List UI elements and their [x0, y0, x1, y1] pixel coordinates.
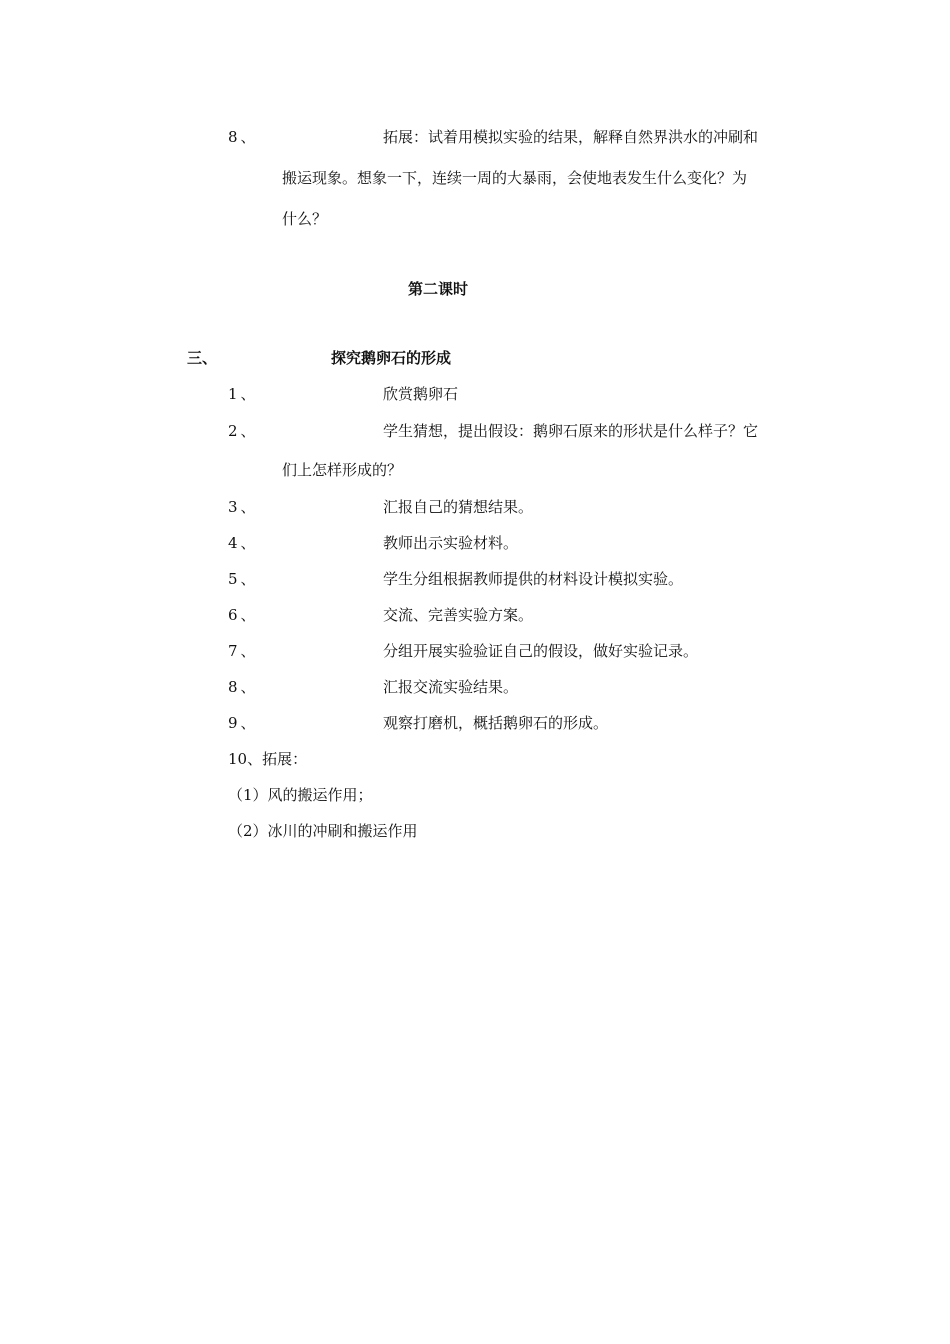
item-number: 3、: [228, 498, 259, 516]
item-text-continued: 搬运现象。想象一下，连续一周的大暴雨，会使地表发生什么变化？为: [282, 169, 748, 187]
item-text: 汇报自己的猜想结果。: [383, 498, 534, 516]
item-number: 1、: [228, 385, 259, 403]
lesson-title: 第二课时: [408, 280, 469, 298]
item-text: 分组开展实验验证自己的假设，做好实验记录。: [383, 642, 699, 660]
item-number: 2、: [228, 422, 259, 440]
item-number: 7、: [228, 642, 259, 660]
sub-item: （2）冰川的冲刷和搬运作用: [228, 822, 418, 840]
item-text: 欣赏鹅卵石: [383, 385, 459, 403]
item-10-extension: 10、拓展：: [228, 750, 308, 768]
item-number: 4、: [228, 534, 259, 552]
item-number: 9、: [228, 714, 259, 732]
item-text: 教师出示实验材料。: [383, 534, 519, 552]
item-number: 6、: [228, 606, 259, 624]
item-text: 交流、完善实验方案。: [383, 606, 534, 624]
item-text: 汇报交流实验结果。: [383, 678, 519, 696]
sub-item: （1）风的搬运作用；: [228, 786, 373, 804]
item-text: 拓展：试着用模拟实验的结果，解释自然界洪水的冲刷和: [383, 128, 759, 146]
item-text: 学生猜想，提出假设：鹅卵石原来的形状是什么样子？它: [383, 422, 759, 440]
item-number: 8、: [228, 678, 259, 696]
item-text-continued: 什么？: [282, 210, 328, 228]
item-text: 观察打磨机，概括鹅卵石的形成。: [383, 714, 609, 732]
section-title: 探究鹅卵石的形成: [331, 349, 452, 367]
item-number: 8、: [228, 128, 259, 146]
item-number: 5、: [228, 570, 259, 588]
item-text: 学生分组根据教师提供的材料设计模拟实验。: [383, 570, 684, 588]
item-text-continued: 们上怎样形成的？: [282, 461, 403, 479]
section-number: 三、: [187, 349, 218, 367]
